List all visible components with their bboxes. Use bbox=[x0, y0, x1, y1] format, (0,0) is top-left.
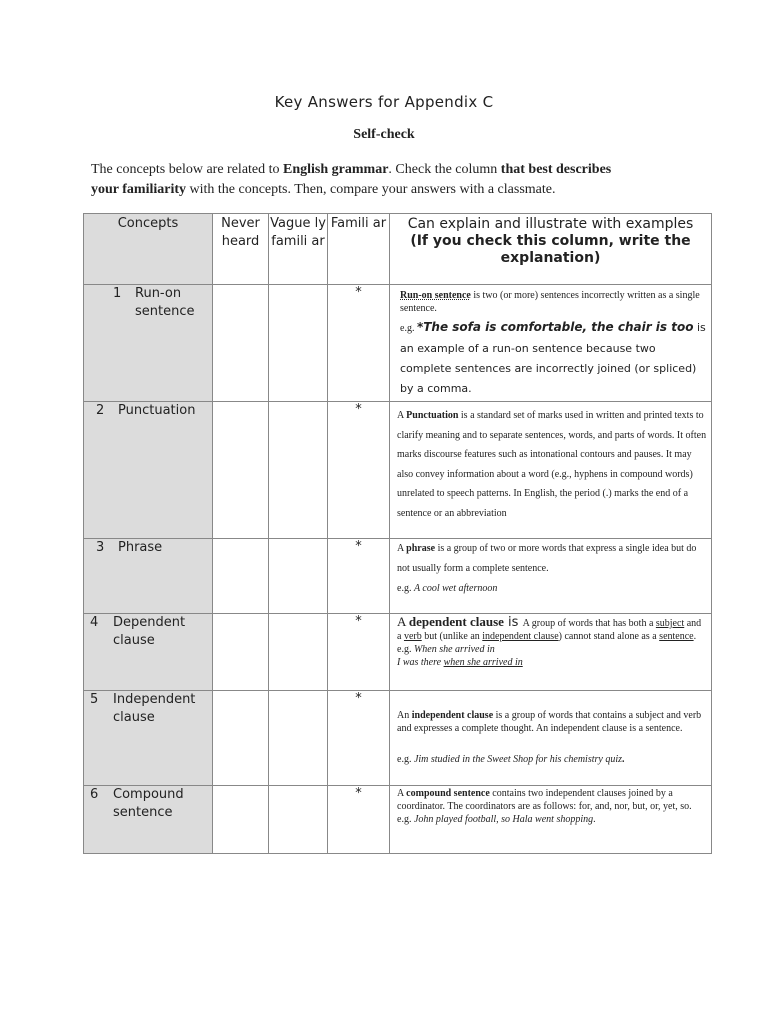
concept-number: 2 bbox=[96, 403, 105, 418]
table-row bbox=[84, 614, 712, 691]
definition: but (unlike an bbox=[421, 631, 483, 642]
term: independent clause bbox=[411, 710, 494, 721]
concept-number: 6 bbox=[90, 787, 99, 802]
term: Punctuation bbox=[406, 410, 459, 421]
concept-cell bbox=[84, 786, 213, 854]
table-row bbox=[84, 786, 712, 854]
explanation-cell bbox=[390, 402, 712, 539]
concept-number: 1 bbox=[113, 286, 122, 301]
definition: A group of words that has both a bbox=[522, 618, 656, 629]
table-row bbox=[84, 691, 712, 786]
example: When she arrived in bbox=[413, 644, 495, 655]
check-mark: * bbox=[355, 539, 362, 554]
table-row bbox=[84, 285, 712, 402]
link-sentence: sentence bbox=[659, 631, 694, 642]
familiar-cell[interactable] bbox=[328, 691, 390, 786]
eg-label: e.g. bbox=[397, 583, 414, 594]
link-verb: verb bbox=[403, 631, 422, 642]
concept-number: 4 bbox=[90, 615, 99, 630]
familiar-cell[interactable] bbox=[328, 402, 390, 539]
is-word: is bbox=[503, 615, 523, 630]
header-explain-note: (If you check this column, write the explanation) bbox=[410, 233, 691, 266]
never-heard-cell[interactable] bbox=[213, 402, 269, 539]
never-heard-cell[interactable] bbox=[213, 614, 269, 691]
check-mark: * bbox=[355, 614, 362, 629]
article: A bbox=[397, 543, 407, 554]
period: . bbox=[593, 814, 596, 825]
concept-number: 3 bbox=[96, 540, 105, 555]
check-mark: * bbox=[355, 285, 362, 300]
concept-cell bbox=[84, 285, 213, 402]
header-row bbox=[84, 214, 712, 285]
explanation-cell bbox=[390, 786, 712, 854]
eg-label: e.g. bbox=[397, 754, 414, 765]
table-row bbox=[84, 402, 712, 539]
example: *The sofa is comfortable, the chair is too bbox=[416, 320, 694, 334]
header-never-heard: Never heard bbox=[213, 214, 269, 285]
term: compound sentence bbox=[406, 788, 490, 799]
definition: is a group of words that contains a subject and verb and expresses a complete thought. An independent clause is a sentence. bbox=[397, 710, 702, 734]
check-mark: * bbox=[355, 402, 362, 417]
term: Run-on sentence bbox=[400, 290, 471, 301]
concept-cell bbox=[84, 539, 213, 614]
link-independent-clause: independent clause bbox=[482, 631, 559, 642]
never-heard-cell[interactable] bbox=[213, 786, 269, 854]
page-title: Key Answers for Appendix C bbox=[274, 93, 494, 111]
term: dependent clause bbox=[408, 614, 504, 629]
example: when she arrived in bbox=[443, 657, 523, 668]
never-heard-cell[interactable] bbox=[213, 285, 269, 402]
article: An bbox=[397, 710, 412, 721]
term: phrase bbox=[406, 543, 436, 554]
link-subject: subject bbox=[655, 618, 685, 629]
concept-name: Punctuation bbox=[118, 403, 196, 418]
header-explain-text: Can explain and illustrate with examples bbox=[407, 216, 694, 232]
vaguely-familiar-cell[interactable] bbox=[269, 539, 328, 614]
definition: ) cannot stand alone as a bbox=[558, 631, 660, 642]
explanation-cell bbox=[390, 691, 712, 786]
concept-name: Dependent clause bbox=[113, 615, 186, 648]
definition: . bbox=[693, 631, 697, 642]
vaguely-familiar-cell[interactable] bbox=[269, 691, 328, 786]
definition: is two (or more) sentences incorrectly written as a single sentence. bbox=[400, 290, 700, 314]
vaguely-familiar-cell[interactable] bbox=[269, 285, 328, 402]
familiar-cell[interactable] bbox=[328, 614, 390, 691]
header-vaguely-familiar: Vague ly famili ar bbox=[269, 214, 328, 285]
example: I was there bbox=[397, 657, 444, 668]
never-heard-cell[interactable] bbox=[213, 691, 269, 786]
concept-cell bbox=[84, 691, 213, 786]
example: John played football, so Hala went shopping bbox=[413, 814, 594, 825]
explanation-cell bbox=[390, 539, 712, 614]
check-mark: * bbox=[355, 691, 362, 706]
table-row bbox=[84, 539, 712, 614]
example-note: is an example of a run-on sentence because two complete sentences are incorrectly joined (or spliced) by a comma. bbox=[400, 321, 706, 395]
vaguely-familiar-cell[interactable] bbox=[269, 614, 328, 691]
page-subtitle: Self-check bbox=[353, 127, 415, 142]
definition: is a group of two or more words that express a single idea but do not usually form a complete sentence. bbox=[397, 543, 697, 574]
concept-name: Phrase bbox=[118, 540, 163, 555]
article: A bbox=[397, 788, 407, 799]
eg-label: e.g. bbox=[397, 644, 414, 655]
eg-label: e.g. bbox=[397, 814, 414, 825]
explanation-cell bbox=[390, 614, 712, 691]
concept-cell bbox=[84, 614, 213, 691]
concept-name: Run-on sentence bbox=[135, 286, 195, 319]
article: A bbox=[397, 614, 409, 629]
definition: is a standard set of marks used in written and printed texts to clarify meaning and to separate sentences, words, and parts of words. It often marks discourse features such as intonational contours and pauses. It may also convey information about a word (e.g., hyphens in compound words) unrelated to speech patterns. In English, the period (.) marks the end of a sentence or an abbreviation bbox=[397, 410, 707, 519]
period: . bbox=[622, 754, 625, 765]
check-mark: * bbox=[355, 786, 362, 801]
vaguely-familiar-cell[interactable] bbox=[269, 402, 328, 539]
header-concepts: Concepts bbox=[84, 214, 213, 285]
header-explain bbox=[390, 214, 712, 285]
self-check-table bbox=[83, 213, 712, 854]
definition: contains two independent clauses joined by a coordinator. The coordinators are as follows: for, and, nor, but, or, yet, so. bbox=[397, 788, 692, 812]
vaguely-familiar-cell[interactable] bbox=[269, 786, 328, 854]
article: A bbox=[397, 410, 407, 421]
definition: and a bbox=[397, 618, 702, 642]
example: Jim studied in the Sweet Shop for his chemistry quiz bbox=[413, 754, 622, 765]
familiar-cell[interactable] bbox=[328, 539, 390, 614]
intro-paragraph: The concepts below are related to English grammar. Check the column that best describes your familiarity with the concepts. Then, compare your answers with a classmate. bbox=[91, 162, 612, 197]
concept-cell bbox=[84, 402, 213, 539]
concept-number: 5 bbox=[90, 692, 99, 707]
concept-name: Compound sentence bbox=[113, 787, 184, 820]
never-heard-cell[interactable] bbox=[213, 539, 269, 614]
eg-label: e.g. bbox=[400, 323, 417, 334]
header-familiar: Famili ar bbox=[328, 214, 390, 285]
familiar-cell[interactable] bbox=[328, 285, 390, 402]
example: A cool wet afternoon bbox=[413, 583, 498, 594]
explanation-cell bbox=[390, 285, 712, 402]
familiar-cell[interactable] bbox=[328, 786, 390, 854]
concept-name: Independent clause bbox=[113, 692, 196, 725]
